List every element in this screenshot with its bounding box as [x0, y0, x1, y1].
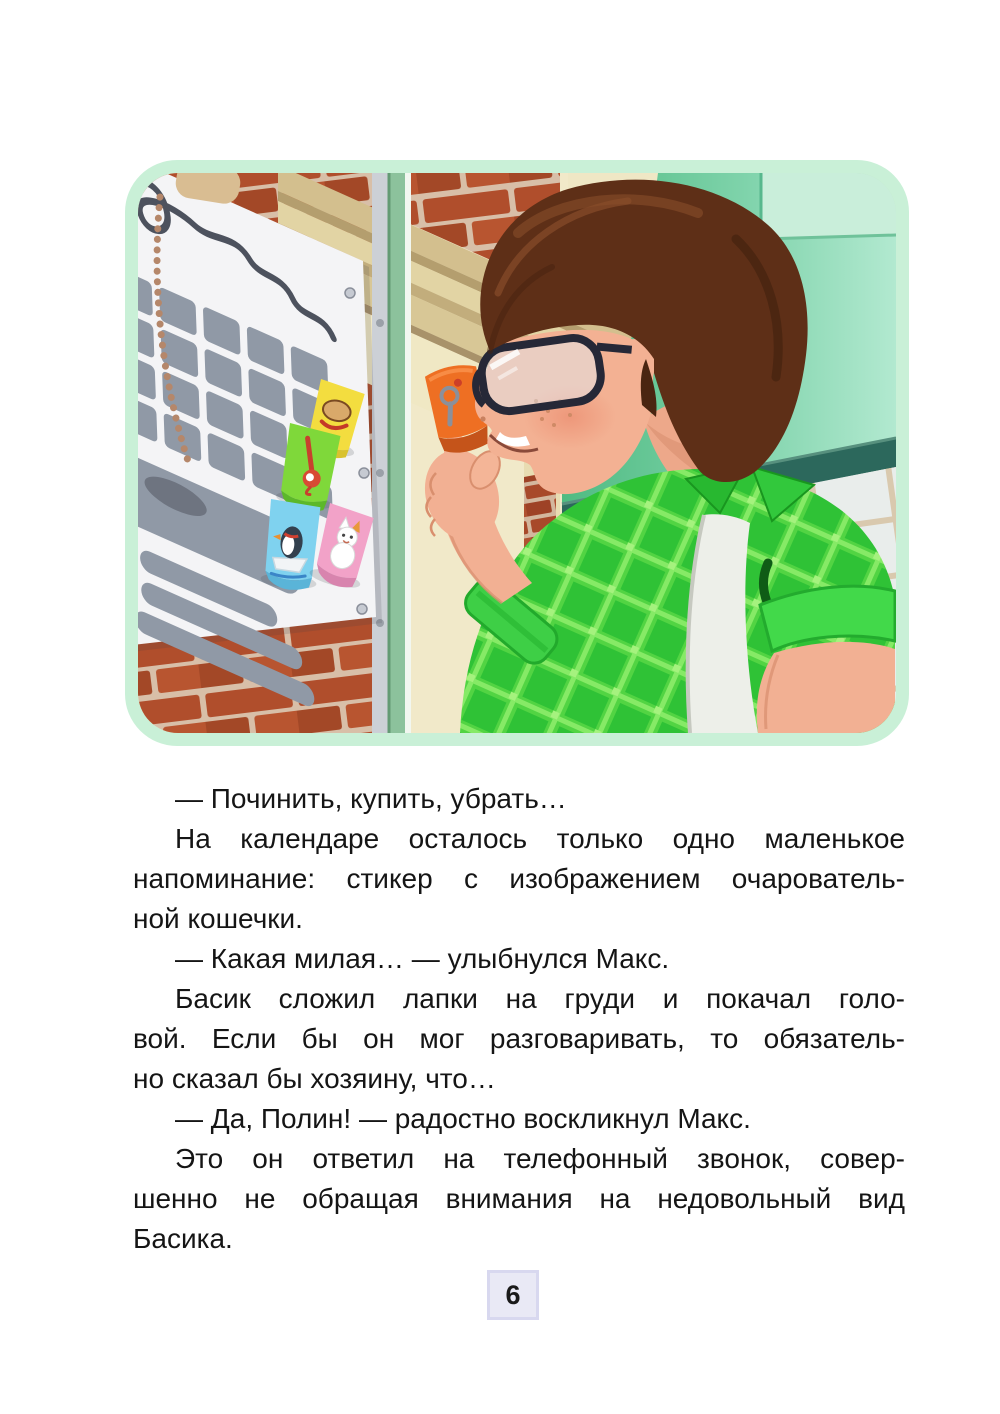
story-line: вой. Если бы он мог разговаривать, то обязатель- [133, 1023, 905, 1054]
story-line: — Какая милая… — улыбнулся Макс. [175, 943, 670, 974]
window-frame [372, 173, 411, 733]
story-line: но сказал бы хозяину, что… [133, 1063, 496, 1094]
story-text [133, 779, 905, 1259]
illustration-art [138, 173, 896, 733]
story-paragraph [133, 819, 905, 939]
story-line: напоминание: стикер с изображением очарователь- [133, 863, 905, 894]
story-paragraph [133, 1139, 905, 1259]
story-line: шенно не обращая внимания на недовольный вид [133, 1183, 905, 1214]
story-illustration [125, 160, 909, 746]
story-paragraph [133, 979, 905, 1099]
page-number: 6 [505, 1279, 521, 1310]
story-line: На календаре осталось только одно маленькое [175, 823, 905, 854]
story-line: Это он ответил на телефонный звонок, совер- [175, 1143, 905, 1174]
story-line: Басик сложил лапки на груди и покачал голо- [175, 983, 905, 1014]
story-paragraph [133, 779, 905, 819]
story-paragraph [133, 1099, 905, 1139]
story-paragraph [133, 939, 905, 979]
story-line: Басика. [133, 1223, 233, 1254]
story-line: — Починить, купить, убрать… [175, 783, 567, 814]
page-number-box [487, 1270, 539, 1320]
story-line: ной кошечки. [133, 903, 303, 934]
story-line: — Да, Полин! — радостно воскликнул Макс. [175, 1103, 751, 1134]
